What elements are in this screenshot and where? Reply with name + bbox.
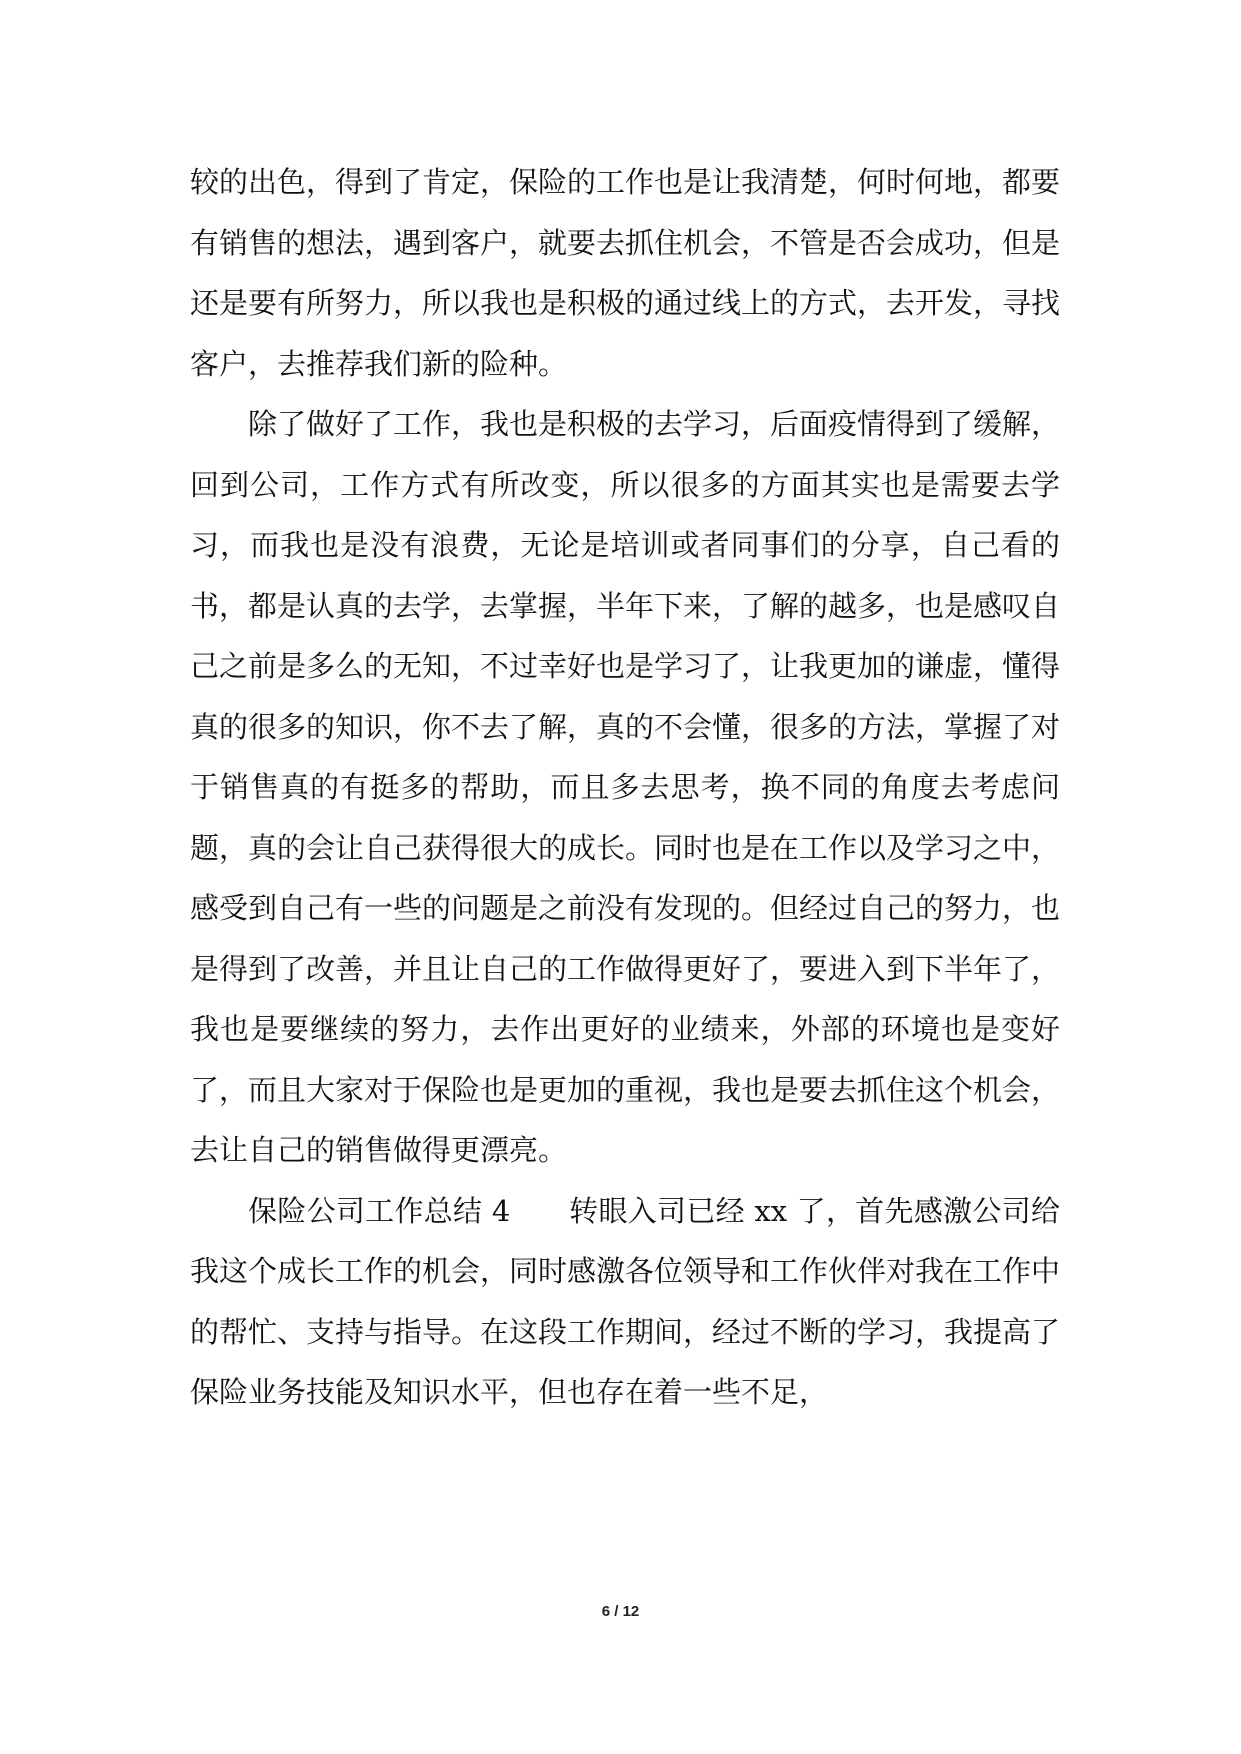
paragraph-learning: 除了做好了工作，我也是积极的去学习，后面疫情得到了缓解，回到公司，工作方式有所改变，所以很多的方面其实也是需要去学习，而我也是没有浪费，无论是培训或者同事们的分享，自己看的书，都是认真的去学，去掌握，半年下来，了解的越多，也是感叹自己之前是多么的无知，不过幸好也是学习了，让我更加的谦虚，懂得真的很多的知识，你不去了解，真的不会懂，很多的方法，掌握了对于销售真的有挺多的帮助，而且多去思考，换不同的角度去考虑问题，真的会让自己获得很大的成长。同时也是在工作以及学习之中，感受到自己有一些的问题是之前没有发现的。但经过自己的努力，也是得到了改善，并且让自己的工作做得更好了，要进入到下半年了，我也是要继续的努力，去作出更好的业绩来，外部的环境也是变好了，而且大家对于保险也是更加的重视，我也是要去抓住这个机会，去让自己的销售做得更漂亮。 [190, 407, 1061, 1167]
paragraph-continuation: 较的出色，得到了肯定，保险的工作也是让我清楚，何时何地，都要有销售的想法，遇到客户，就要去抓住机会，不管是否会成功，但是还是要有所努力，所以我也是积极的通过线上的方式，去开发，寻找客户，去推荐我们新的险种。 [190, 165, 1061, 381]
paragraph-summary-4: 保险公司工作总结 4 转眼入司已经 xx 了，首先感激公司给我这个成长工作的机会，同时感激各位领导和工作伙伴对我在工作中的帮忙、支持与指导。在这段工作期间，经过不断的学习，我提高了保险业务技能及知识水平，但也存在着一些不足， [190, 1193, 1061, 1409]
page-number: 6 / 12 [601, 1603, 640, 1620]
document-body [190, 152, 1060, 1423]
